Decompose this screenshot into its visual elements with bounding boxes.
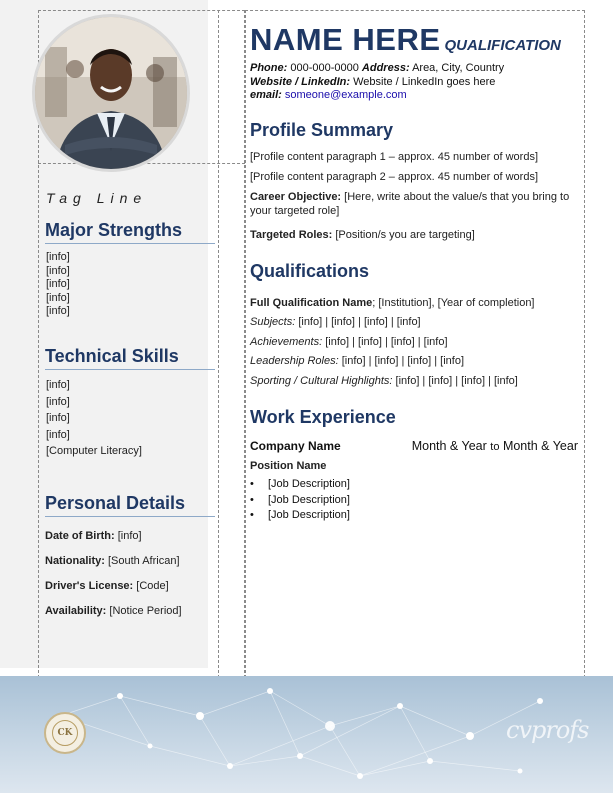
- list-item: [info]: [46, 278, 70, 290]
- targeted-roles: [250, 228, 590, 242]
- website-label: Website / LinkedIn:: [250, 75, 351, 88]
- subjects-row: [250, 313, 590, 333]
- website-value: Website / LinkedIn goes here: [353, 75, 496, 88]
- work-experience-heading: Work Experience: [250, 407, 396, 427]
- list-item: [info]: [46, 305, 70, 317]
- nationality-row: [45, 555, 182, 567]
- leadership-value: [info] | [info] | [info] | [info]: [341, 355, 465, 367]
- license-row: [45, 580, 182, 592]
- leadership-label: Leadership Roles:: [250, 355, 339, 367]
- list-item: [info]: [46, 395, 70, 408]
- profile-paragraph-1: [Profile content paragraph 1 – approx. 45 number of words]: [250, 150, 539, 163]
- availability-label: Availability:: [45, 605, 107, 617]
- tagline: Tag Line: [46, 190, 148, 206]
- cvprofs-logo: cvprofs: [506, 716, 589, 744]
- dob-label: Date of Birth:: [45, 530, 115, 542]
- career-objective-value: [Here, write about the value/s that you bring to your targeted role]: [250, 190, 570, 217]
- profile-paragraph-2: [Profile content paragraph 2 – approx. 45 number of words]: [250, 170, 539, 183]
- full-qualification-label: Full Qualification Name: [250, 296, 373, 309]
- major-strengths-list: [46, 251, 70, 319]
- list-item: [Computer Literacy]: [46, 445, 142, 457]
- email-label: email:: [250, 89, 282, 101]
- targeted-roles-label: Targeted Roles:: [250, 228, 333, 241]
- email-line: [250, 89, 590, 103]
- technical-skills-heading: Technical Skills: [45, 346, 215, 370]
- dob-value: [info]: [117, 530, 142, 542]
- achievements-row: [250, 333, 590, 353]
- date-from: Month & Year: [411, 439, 487, 453]
- list-item: [info]: [46, 379, 70, 391]
- job-dates: [412, 439, 578, 453]
- email-link[interactable]: someone@example.com: [284, 89, 407, 101]
- major-strengths-heading: Major Strengths: [45, 220, 215, 244]
- targeted-roles-value: [Position/s you are targeting]: [335, 228, 475, 241]
- leadership-row: [250, 352, 590, 372]
- date-to-word: to: [490, 441, 500, 453]
- list-item: [info]: [46, 251, 70, 263]
- personal-details-heading: Personal Details: [45, 493, 215, 517]
- subjects-label: Subjects:: [250, 316, 296, 328]
- license-value: [Code]: [136, 580, 169, 592]
- seal-logo: [44, 712, 86, 754]
- phone-address-line: [250, 62, 590, 76]
- list-item: • [Job Description]: [250, 508, 590, 524]
- phone-label: Phone:: [250, 62, 288, 74]
- position-name: Position Name: [250, 460, 327, 472]
- column-guide: [218, 10, 219, 728]
- full-qualification-row: [250, 294, 590, 314]
- list-item: [info]: [46, 412, 70, 424]
- profile-photo: [32, 14, 190, 172]
- list-item: • [Job Description]: [250, 493, 590, 509]
- personal-details: [45, 530, 182, 623]
- qualification-title: QUALIFICATION: [444, 37, 561, 54]
- qualifications-heading: Qualifications: [250, 260, 370, 281]
- full-qualification-value: ; [Institution], [Year of completion]: [372, 296, 535, 309]
- contact-block: [250, 62, 590, 103]
- list-item: [info]: [46, 291, 70, 304]
- achievements-label: Achievements:: [250, 335, 323, 348]
- person-illustration: [35, 17, 187, 169]
- seal-text: CK: [52, 720, 78, 746]
- sporting-value: [info] | [info] | [info] | [info]: [395, 374, 518, 387]
- career-objective-label: Career Objective:: [250, 190, 342, 203]
- address-value: Area, City, Country: [412, 62, 505, 74]
- technical-skills-list: [46, 377, 142, 460]
- nationality-value: [South African]: [107, 555, 180, 567]
- profile-summary-heading: Profile Summary: [250, 119, 394, 140]
- license-label: Driver's License:: [45, 580, 134, 592]
- title-row: [250, 22, 590, 58]
- availability-value: [Notice Period]: [109, 605, 182, 617]
- company-name: Company Name: [250, 439, 341, 453]
- achievements-value: [info] | [info] | [info] | [info]: [325, 335, 448, 348]
- job-header-row: [250, 439, 578, 453]
- subjects-value: [info] | [info] | [info] | [info]: [298, 316, 421, 328]
- list-item: • [Job Description]: [250, 477, 590, 493]
- sporting-row: [250, 372, 590, 392]
- job-description-list: [250, 477, 590, 524]
- candidate-name: NAME HERE: [250, 22, 441, 57]
- career-objective: [250, 190, 590, 218]
- sporting-label: Sporting / Cultural Highlights:: [250, 374, 393, 387]
- date-to: Month & Year: [502, 439, 578, 453]
- dob-row: [45, 530, 182, 542]
- address-label: Address:: [361, 62, 410, 74]
- main-column: [250, 22, 590, 524]
- phone-value: 000-000-0000: [290, 62, 359, 74]
- nationality-label: Nationality:: [45, 555, 105, 567]
- list-item: [info]: [46, 264, 70, 277]
- availability-row: [45, 605, 182, 617]
- list-item: [info]: [46, 428, 70, 441]
- qualifications-list: [250, 294, 590, 392]
- website-line: [250, 76, 590, 90]
